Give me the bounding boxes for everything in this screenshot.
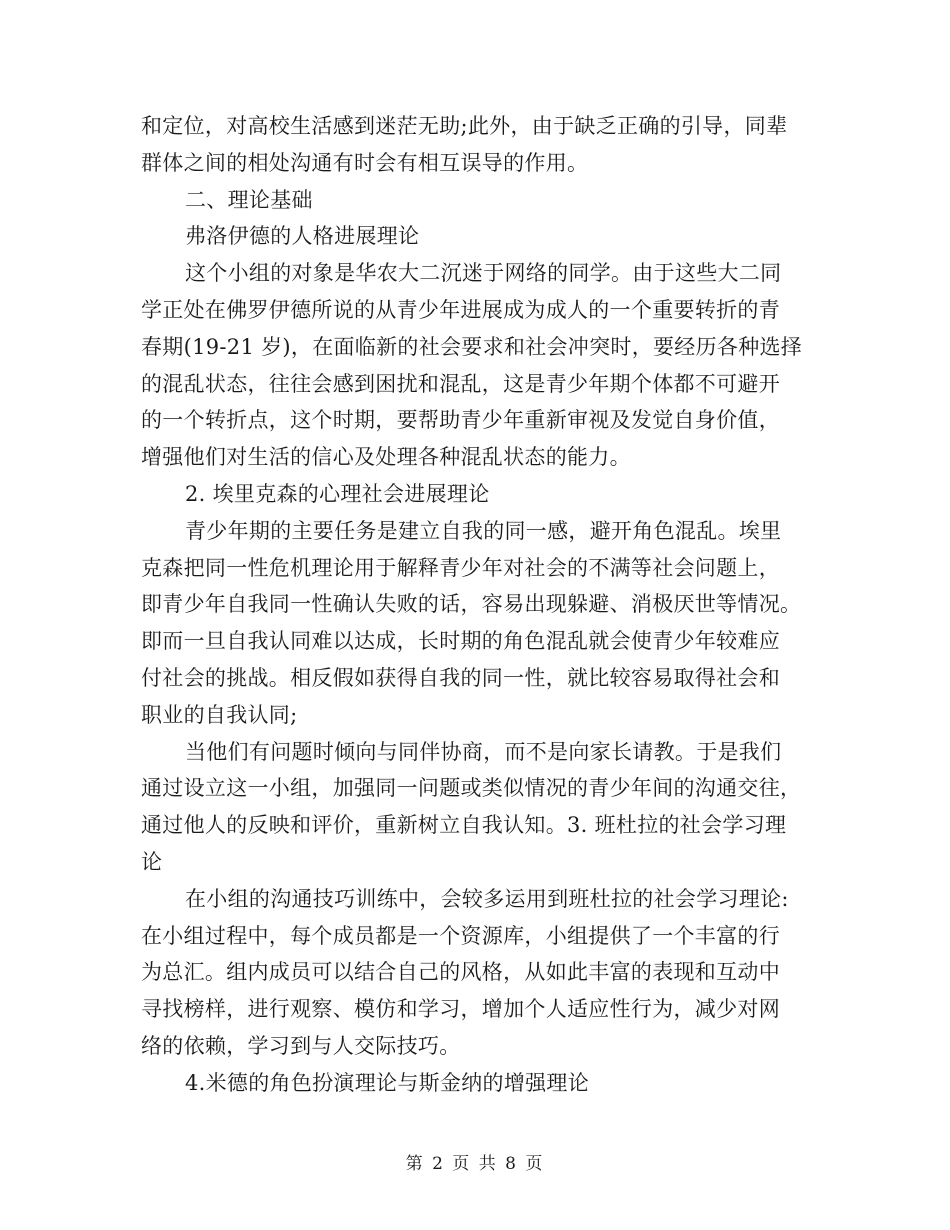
text-line: 的混乱状态，往往会感到困扰和混乱，这是青少年期个体都不可避开 — [141, 371, 780, 396]
text-line: 青少年期的主要任务是建立自我的同一感，避开角色混乱。埃里 — [185, 518, 782, 543]
subsection-heading: 4.米德的角色扮演理论与斯金纳的增强理论 — [185, 1070, 590, 1095]
text-line: 在小组的沟通技巧训练中，会较多运用到班杜拉的社会学习理论: — [185, 886, 789, 911]
text-line: 即青少年自我同一性确认失败的话，容易出现躲避、消极厌世等情况。 — [141, 592, 802, 617]
text-line: 论 — [141, 849, 163, 874]
subsection-heading: 2. 埃里克森的心理社会进展理论 — [185, 481, 490, 506]
section-heading: 二、理论基础 — [185, 187, 313, 212]
text-line: 络的依赖，学习到与人交际技巧。 — [141, 1033, 461, 1058]
text-line: 寻找榜样，进行观察、模仿和学习，增加个人适应性行为，减少对网 — [141, 997, 780, 1022]
text-line: 克森把同一性危机理论用于解释青少年对社会的不满等社会问题上， — [141, 555, 780, 580]
subsection-heading: 弗洛伊德的人格进展理论 — [185, 224, 420, 249]
text-line: 在小组过程中，每个成员都是一个资源库，小组提供了一个丰富的行 — [141, 923, 780, 948]
text-line: 春期(19-21 岁)，在面临新的社会要求和社会冲突时，要经历各种选择 — [141, 334, 803, 359]
document-body — [141, 108, 801, 1102]
text-line: 职业的自我认同; — [141, 702, 298, 727]
text-line: 的一个转折点，这个时期，要帮助青少年重新审视及发觉自身价值， — [141, 408, 780, 433]
text-line: 和定位，对高校生活感到迷茫无助;此外，由于缺乏正确的引导，同辈 — [141, 114, 788, 138]
text-line: 学正处在佛罗伊德所说的从青少年进展成为成人的一个重要转折的青 — [141, 297, 780, 322]
text-line: 通过他人的反映和评价，重新树立自我认知。3. 班杜拉的社会学习理 — [141, 813, 787, 838]
text-line: 为总汇。组内成员可以结合自己的风格，从如此丰富的表现和互动中 — [141, 960, 780, 985]
page-number: 第 2 页 共 8 页 — [405, 1154, 545, 1174]
text-line: 当他们有问题时倾向与同伴协商，而不是向家长请教。于是我们 — [185, 739, 782, 764]
text-line: 通过设立这一小组，加强同一问题或类似情况的青少年间的沟通交往， — [141, 776, 802, 801]
text-line: 增强他们对生活的信心及处理各种混乱状态的能力。 — [141, 445, 631, 470]
text-line: 即而一旦自我认同难以达成，长时期的角色混乱就会使青少年较难应 — [141, 629, 780, 654]
text-line: 群体之间的相处沟通有时会有相互误导的作用。 — [141, 150, 589, 175]
text-line: 付社会的挑战。相反假如获得自我的同一性，就比较容易取得社会和 — [141, 665, 780, 690]
text-line: 这个小组的对象是华农大二沉迷于网络的同学。由于这些大二同 — [185, 261, 782, 286]
